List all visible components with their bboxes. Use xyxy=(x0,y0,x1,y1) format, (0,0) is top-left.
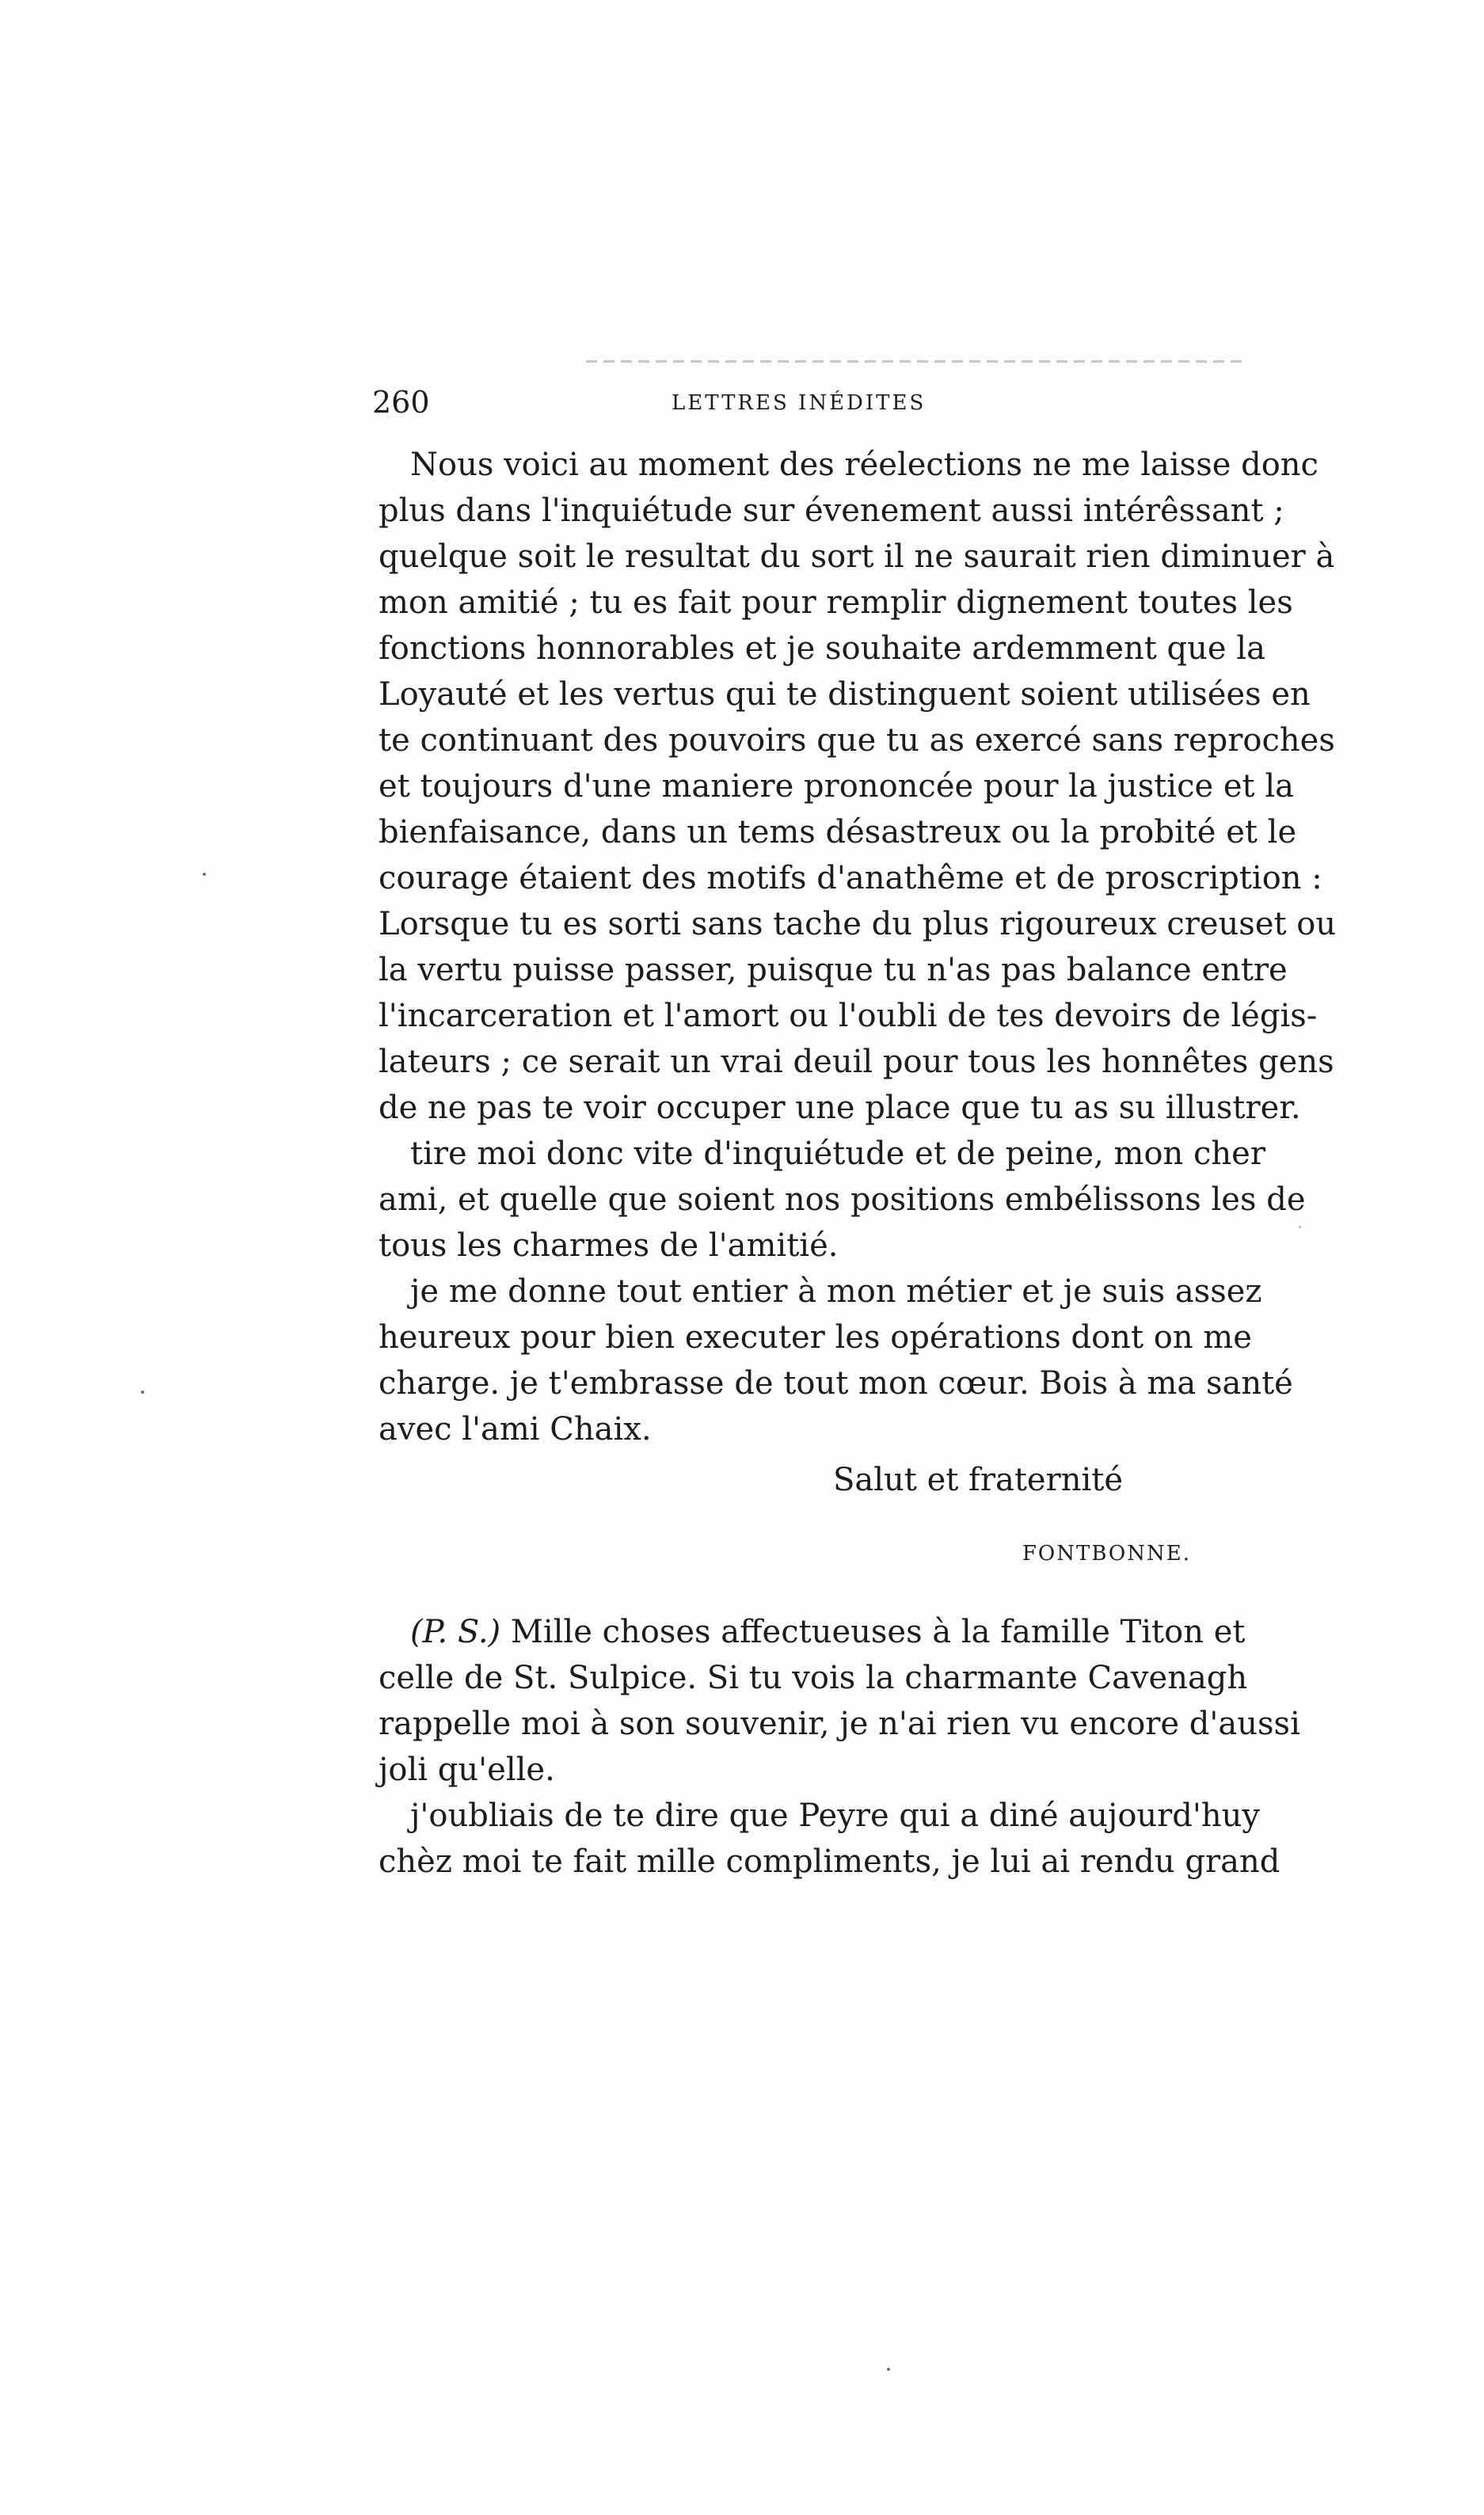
text-line xyxy=(379,1609,1246,1655)
paper-speck xyxy=(887,2368,890,2371)
closing-salutation: Salut et fraternité xyxy=(833,1462,1123,1498)
text-line: te continuant des pouvoirs que tu as exercé sans reproches xyxy=(379,722,1335,759)
text-line: quelque soit le resultat du sort il ne saurait rien diminuer à xyxy=(379,538,1335,575)
text-line: l'incarceration et l'amort ou l'oubli de tes devoirs de légis- xyxy=(379,998,1318,1034)
running-title: LETTRES INÉDITES xyxy=(672,391,927,415)
text-line: heureux pour bien executer les opérations dont on me xyxy=(379,1319,1252,1356)
paper-speck xyxy=(141,1391,144,1394)
text-line: courage étaient des motifs d'anathême et de proscription : xyxy=(379,860,1322,896)
text-line: bienfaisance, dans un tems désastreux ou la probité et le xyxy=(379,814,1297,850)
text-line: lateurs ; ce serait un vrai deuil pour tous les honnêtes gens xyxy=(379,1044,1334,1080)
text-line: mon amitié ; tu es fait pour remplir dignement toutes les xyxy=(379,584,1293,621)
text-line-content: Mille choses affectueuses à la famille Titon et xyxy=(510,1614,1246,1650)
text-line: fonctions honnorables et je souhaite ardemment que la xyxy=(379,630,1265,667)
header-rule xyxy=(586,360,1243,363)
text-line: j'oubliais de te dire que Peyre qui a diné aujourd'huy xyxy=(410,1798,1261,1834)
text-line: joli qu'elle. xyxy=(379,1752,555,1788)
text-line: Lorsque tu es sorti sans tache du plus rigoureux creuset ou xyxy=(379,906,1337,942)
text-line: ami, et quelle que soient nos positions embélissons les de xyxy=(379,1181,1306,1218)
letter-paragraph xyxy=(379,442,1337,1131)
postscript xyxy=(379,1609,1300,1885)
paper-speck xyxy=(203,873,206,876)
text-line: tire moi donc vite d'inquiétude et de peine, mon cher xyxy=(410,1136,1265,1172)
text-line: Nous voici au moment des réelections ne me laisse donc xyxy=(410,447,1318,483)
text-line: charge. je t'embrasse de tout mon cœur. Bois à ma santé xyxy=(379,1365,1293,1402)
signature: FONTBONNE. xyxy=(1022,1542,1191,1566)
text-line: celle de St. Sulpice. Si tu vois la charmante Cavenagh xyxy=(379,1660,1248,1696)
postscript-paragraph xyxy=(379,1609,1300,1793)
paper-speck xyxy=(1299,1226,1301,1228)
postscript-label: (P. S.) xyxy=(410,1614,501,1650)
text-line: plus dans l'inquiétude sur évenement aussi intérêssant ; xyxy=(379,493,1284,529)
running-head xyxy=(372,382,1227,429)
text-line: et toujours d'une maniere prononcée pour la justice et la xyxy=(379,768,1294,805)
page-number: 260 xyxy=(372,385,430,420)
letter-paragraph xyxy=(379,1269,1293,1452)
postscript-paragraph xyxy=(379,1793,1280,1885)
text-line: la vertu puisse passer, puisque tu n'as pas balance entre xyxy=(379,952,1288,988)
text-line: chèz moi te fait mille compliments, je lui ai rendu grand xyxy=(379,1843,1280,1880)
text-line: de ne pas te voir occuper une place que tu as su illustrer. xyxy=(379,1090,1301,1126)
text-line: tous les charmes de l'amitié. xyxy=(379,1227,839,1264)
text-line: je me donne tout entier à mon métier et je suis assez xyxy=(410,1273,1262,1310)
text-line: avec l'ami Chaix. xyxy=(379,1411,652,1448)
letter-paragraph xyxy=(379,1131,1306,1269)
letter-body xyxy=(379,442,1337,1452)
text-line: rappelle moi à son souvenir, je n'ai rien vu encore d'aussi xyxy=(379,1706,1300,1742)
text-line: Loyauté et les vertus qui te distinguent soient utilisées en xyxy=(379,676,1311,713)
